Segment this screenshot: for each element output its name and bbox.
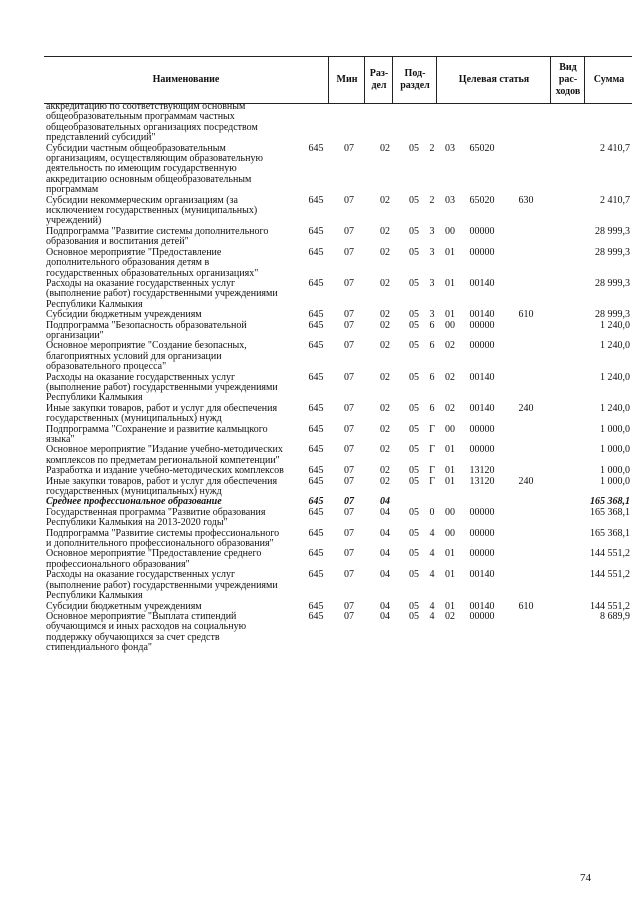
cell-d: 00000 (469, 506, 495, 518)
cell-d: 00140 (469, 402, 495, 414)
cell-c: 02 (445, 610, 455, 622)
cell-sum: 1 000,0 (600, 475, 630, 487)
cell-c: 01 (445, 548, 455, 560)
cell-min: 645 (308, 548, 324, 560)
cell-r: 07 (344, 465, 354, 477)
header-podrazdel: Под- раздел (392, 57, 437, 103)
cell-r: 07 (344, 371, 354, 383)
cell-r: 07 (344, 610, 354, 622)
cell-min: 645 (308, 340, 324, 352)
cell-sum: 144 551,2 (590, 548, 630, 560)
cell-vid: 610 (518, 309, 534, 321)
cell-b: 6 (429, 319, 435, 331)
row-name: Подпрограмма "Безопасность образовательной организации" (46, 319, 247, 341)
cell-min: 645 (308, 527, 324, 539)
cell-c: 01 (445, 475, 455, 487)
cell-b: 4 (429, 600, 435, 612)
cell-c: 01 (445, 246, 455, 258)
cell-min: 645 (308, 194, 324, 206)
cell-d: 65020 (469, 142, 495, 154)
cell-b: Г (429, 475, 435, 487)
cell-d: 00000 (469, 548, 495, 560)
header-vid: Вид рас- ходов (550, 57, 585, 103)
cell-b: 4 (429, 610, 435, 622)
cell-c: 01 (445, 309, 455, 321)
cell-min: 645 (308, 600, 324, 612)
row-name: Разработка и издание учебно-методических комплексов (46, 465, 284, 477)
cell-min: 645 (308, 496, 324, 508)
cell-a: 05 (409, 465, 419, 477)
cell-min: 645 (308, 475, 324, 487)
table-row (44, 248, 632, 279)
cell-c: 00 (445, 225, 455, 237)
cell-b: 6 (429, 340, 435, 352)
cell-min: 645 (308, 444, 324, 456)
cell-d: 00000 (469, 444, 495, 456)
cell-a: 05 (409, 569, 419, 581)
cell-min: 645 (308, 402, 324, 414)
cell-c: 01 (445, 277, 455, 289)
cell-sum: 1 000,0 (600, 423, 630, 435)
cell-a: 05 (409, 340, 419, 352)
row-name: Субсидии некоммерческим организациям (за исключением государственных (муниципальных) учреждений) (46, 194, 258, 227)
cell-pr: 04 (380, 600, 390, 612)
cell-sum: 28 999,3 (595, 309, 630, 321)
row-name: Основное мероприятие "Предоставление среднего профессионального образования" (46, 548, 262, 570)
cell-c: 01 (445, 444, 455, 456)
cell-min: 645 (308, 225, 324, 237)
row-name: Государственная программа "Развитие образования Республики Калмыкия на 2013-2020 годы" (46, 506, 266, 529)
cell-b: 3 (429, 277, 435, 289)
cell-sum: 144 551,2 (590, 600, 630, 612)
cell-d: 00140 (469, 371, 495, 383)
cell-r: 07 (344, 246, 354, 258)
row-name: Субсидии бюджетным учреждениям (46, 309, 202, 321)
table-row (44, 227, 632, 248)
row-name: Среднее профессиональное образование (46, 496, 222, 508)
table-row (44, 196, 632, 227)
cell-r: 07 (344, 569, 354, 581)
table-row (44, 373, 632, 404)
cell-d: 13120 (469, 475, 495, 487)
cell-sum: 28 999,3 (595, 246, 630, 258)
cell-b: Г (429, 423, 435, 435)
table-row (44, 321, 632, 342)
cell-pr: 04 (380, 569, 390, 581)
cell-min: 645 (308, 309, 324, 321)
table-row (44, 612, 632, 654)
cell-c: 00 (445, 319, 455, 331)
cell-b: 4 (429, 569, 435, 581)
cell-r: 07 (344, 475, 354, 487)
table-row (44, 310, 632, 320)
cell-d: 00000 (469, 225, 495, 237)
table-row (44, 144, 632, 196)
cell-b: Г (429, 444, 435, 456)
cell-vid: 630 (518, 194, 534, 206)
cell-r: 07 (344, 423, 354, 435)
cell-a: 05 (409, 402, 419, 414)
cell-pr: 04 (380, 506, 390, 518)
cell-r: 07 (344, 506, 354, 518)
cell-pr: 02 (380, 194, 390, 206)
table-row (44, 508, 632, 529)
cell-b: 2 (429, 194, 435, 206)
cell-d: 00000 (469, 423, 495, 435)
cell-c: 00 (445, 506, 455, 518)
row-name: Расходы на оказание государственных услуг (выполнение работ) государственными учреждениями Республики Калмыкия (46, 277, 278, 310)
cell-sum: 165 368,1 (590, 496, 630, 508)
cell-pr: 02 (380, 319, 390, 331)
header-razdel: Раз- дел (364, 57, 393, 103)
cell-pr: 02 (380, 309, 390, 321)
row-name: Расходы на оказание государственных услуг (выполнение работ) государственными учреждениями Республики Калмыкия (46, 569, 278, 602)
cell-pr: 02 (380, 475, 390, 487)
cell-b: 4 (429, 527, 435, 539)
cell-b: 0 (429, 506, 435, 518)
cell-b: Г (429, 465, 435, 477)
cell-pr: 02 (380, 340, 390, 352)
cell-pr: 02 (380, 142, 390, 154)
cell-pr: 04 (380, 610, 390, 622)
cell-pr: 02 (380, 371, 390, 383)
cell-a: 05 (409, 194, 419, 206)
header-sum: Сумма (584, 57, 633, 103)
cell-d: 00000 (469, 527, 495, 539)
header-target: Целевая статья (436, 57, 551, 103)
cell-sum: 165 368,1 (590, 506, 630, 518)
row-name: Подпрограмма "Развитие системы дополнительного образования и воспитания детей" (46, 225, 269, 248)
table-row (44, 279, 632, 310)
cell-d: 13120 (469, 465, 495, 477)
cell-r: 07 (344, 309, 354, 321)
cell-r: 07 (344, 548, 354, 560)
cell-a: 05 (409, 423, 419, 435)
cell-d: 00000 (469, 610, 495, 622)
cell-pr: 04 (380, 548, 390, 560)
row-name: Субсидии частным общеобразовательным организациям, осуществляющим образовательную деятельность по имеющим государственную аккредитацию основным общеобразовательным программам (46, 142, 263, 196)
cell-r: 07 (344, 340, 354, 352)
cell-c: 00 (445, 423, 455, 435)
cell-b: 3 (429, 309, 435, 321)
cell-a: 05 (409, 548, 419, 560)
cell-sum: 1 240,0 (600, 402, 630, 414)
cell-b: 3 (429, 246, 435, 258)
cell-sum: 2 410,7 (600, 142, 630, 154)
cell-vid: 610 (518, 600, 534, 612)
row-name: аккредитацию по соответствующим основным общеобразовательным программам частных общеобразовательных организациях посредством представлений субсидий" (46, 101, 258, 144)
row-name: Основное мероприятие "Предоставление дополнительного образования детям в государственных образовательных организациях" (46, 246, 259, 279)
cell-min: 645 (308, 465, 324, 477)
cell-pr: 02 (380, 277, 390, 289)
cell-a: 05 (409, 319, 419, 331)
cell-sum: 1 240,0 (600, 340, 630, 352)
cell-b: 2 (429, 142, 435, 154)
cell-min: 645 (308, 423, 324, 435)
cell-r: 07 (344, 402, 354, 414)
table-row (44, 102, 632, 144)
cell-r: 07 (344, 194, 354, 206)
cell-pr: 02 (380, 402, 390, 414)
cell-c: 01 (445, 569, 455, 581)
cell-sum: 28 999,3 (595, 277, 630, 289)
table-row (44, 529, 632, 550)
cell-a: 05 (409, 142, 419, 154)
cell-pr: 02 (380, 444, 390, 456)
cell-d: 00140 (469, 569, 495, 581)
cell-d: 00000 (469, 246, 495, 258)
cell-min: 645 (308, 246, 324, 258)
table-row (44, 445, 632, 466)
cell-c: 01 (445, 465, 455, 477)
cell-r: 07 (344, 277, 354, 289)
cell-pr: 04 (380, 527, 390, 539)
cell-d: 00000 (469, 319, 495, 331)
header-min: Мин (328, 57, 365, 103)
cell-d: 00140 (469, 309, 495, 321)
cell-pr: 02 (380, 465, 390, 477)
cell-sum: 8 689,9 (600, 610, 630, 622)
row-name: Основное мероприятие "Создание безопасных, благоприятных условий для организации образовательного процесса" (46, 340, 247, 373)
cell-pr: 02 (380, 246, 390, 258)
page-number: 74 (580, 872, 591, 884)
row-name: Основное мероприятие "Издание учебно-методических комплексов по предметам региональной компетенции" (46, 444, 283, 466)
header-name: Наименование (152, 74, 220, 85)
cell-b: 3 (429, 225, 435, 237)
table-header (44, 56, 632, 104)
cell-c: 02 (445, 371, 455, 383)
row-name: Подпрограмма "Сохранение и развитие калмыцкого языка" (46, 423, 268, 445)
table-row (44, 477, 632, 498)
cell-sum: 1 000,0 (600, 465, 630, 477)
cell-d: 00140 (469, 277, 495, 289)
cell-r: 07 (344, 600, 354, 612)
cell-r: 07 (344, 142, 354, 154)
cell-min: 645 (308, 277, 324, 289)
cell-a: 05 (409, 506, 419, 518)
cell-a: 05 (409, 610, 419, 622)
row-name: Основное мероприятие "Выплата стипендий обучающимся и иных расходов на социальную поддержку обучающихся за счет средств стипендиального фонда" (46, 610, 247, 654)
cell-r: 07 (344, 496, 354, 508)
cell-pr: 02 (380, 225, 390, 237)
table-row (44, 570, 632, 601)
cell-c: 03 (445, 194, 455, 206)
row-name: Иные закупки товаров, работ и услуг для обеспечения государственных (муниципальных) нужд (46, 475, 278, 498)
cell-vid: 240 (518, 402, 534, 414)
table-body (44, 102, 632, 654)
cell-a: 05 (409, 527, 419, 539)
table-row (44, 404, 632, 425)
row-name: Подпрограмма "Развитие системы профессионального и дополнительного профессионального образования" (46, 527, 280, 550)
cell-c: 01 (445, 600, 455, 612)
cell-sum: 1 240,0 (600, 319, 630, 331)
cell-r: 07 (344, 444, 354, 456)
cell-d: 00000 (469, 340, 495, 352)
cell-vid: 240 (518, 475, 534, 487)
cell-a: 05 (409, 309, 419, 321)
cell-b: 6 (429, 402, 435, 414)
cell-b: 4 (429, 548, 435, 560)
cell-a: 05 (409, 246, 419, 258)
cell-sum: 1 240,0 (600, 371, 630, 383)
cell-a: 05 (409, 371, 419, 383)
table-row (44, 425, 632, 446)
cell-min: 645 (308, 506, 324, 518)
cell-a: 05 (409, 225, 419, 237)
cell-min: 645 (308, 142, 324, 154)
cell-c: 02 (445, 402, 455, 414)
cell-d: 65020 (469, 194, 495, 206)
cell-min: 645 (308, 569, 324, 581)
cell-a: 05 (409, 475, 419, 487)
table-row (44, 341, 632, 372)
cell-pr: 02 (380, 423, 390, 435)
cell-sum: 2 410,7 (600, 194, 630, 206)
cell-a: 05 (409, 444, 419, 456)
cell-r: 07 (344, 527, 354, 539)
cell-c: 02 (445, 340, 455, 352)
cell-c: 03 (445, 142, 455, 154)
cell-pr: 04 (380, 496, 390, 508)
cell-min: 645 (308, 610, 324, 622)
cell-min: 645 (308, 371, 324, 383)
cell-sum: 144 551,2 (590, 569, 630, 581)
cell-sum: 165 368,1 (590, 527, 630, 539)
row-name: Иные закупки товаров, работ и услуг для обеспечения государственных (муниципальных) нужд (46, 402, 278, 425)
cell-sum: 1 000,0 (600, 444, 630, 456)
cell-d: 00140 (469, 600, 495, 612)
cell-sum: 28 999,3 (595, 225, 630, 237)
row-name: Расходы на оказание государственных услуг (выполнение работ) государственными учреждениями Республики Калмыкия (46, 371, 278, 404)
cell-min: 645 (308, 319, 324, 331)
cell-r: 07 (344, 225, 354, 237)
cell-b: 6 (429, 371, 435, 383)
cell-a: 05 (409, 277, 419, 289)
row-name: Субсидии бюджетным учреждениям (46, 600, 202, 612)
cell-r: 07 (344, 319, 354, 331)
cell-c: 00 (445, 527, 455, 539)
table-row (44, 549, 632, 570)
cell-a: 05 (409, 600, 419, 612)
